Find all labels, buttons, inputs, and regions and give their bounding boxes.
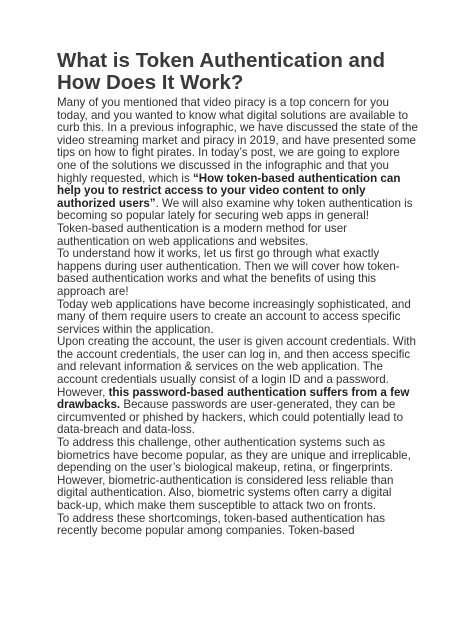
- paragraph-text: Today web applications have become increasingly sophisticated, and many of them require users to create an account to access specific services within the application.: [57, 297, 411, 336]
- paragraph-token-based: [57, 513, 419, 538]
- document-title: What is Token Authentication and How Does It Work?: [57, 49, 385, 94]
- paragraph-drawbacks: [57, 387, 419, 437]
- paragraph-text: Because passwords are user-generated, they can be circumvented or phished by hackers, which could potentially lead to data-breach and data-loss.: [57, 398, 404, 437]
- paragraph-text: However,: [57, 385, 109, 399]
- paragraph-text: To address this challenge, other authentication systems such as biometrics have become popular, as they are unique and irreplicable, depending on the user’s biological makeup, retina, or fingerprints.: [57, 436, 411, 475]
- paragraph-text: However, biometric-authentication is considered less reliable than digital authentication. Also, biometric systems often carry a digital back-up, which make them susceptible to attack two on fronts.: [57, 473, 394, 512]
- paragraph-definition: [57, 223, 419, 248]
- paragraph-overview: [57, 248, 419, 298]
- paragraph-bold-text: this password-based authentication suffers from a few drawbacks.: [57, 385, 410, 412]
- paragraph-web-apps: [57, 299, 419, 337]
- paragraph-biometric-reliability: [57, 475, 419, 513]
- paragraph-intro: [57, 97, 419, 223]
- paragraph-text: Many of you mentioned that video piracy is a top concern for you today, and you wanted to know what digital solutions are available to curb this. In a previous infographic, we have discussed the state of the video streaming market and piracy in 2019, and have presented some tips on how to fight pirates. In today’s post, we are going to explore one of the solutions we discussed in the infographic and that you highly requested, which is: [57, 96, 418, 185]
- paragraph-credentials: [57, 336, 419, 386]
- paragraph-text: To address these shortcomings, token-based authentication has recently become popular among companies. Token-based: [57, 511, 386, 538]
- paragraph-bold-text: “How token-based authentication can help you to restrict access to your video content to only authorized users”: [57, 171, 401, 210]
- paragraph-text: Token-based authentication is a modern method for user authentication on web applications and websites.: [57, 221, 348, 248]
- paragraph-biometrics: [57, 437, 419, 475]
- paragraph-text: . We will also examine why token authentication is becoming so popular lately for securing web apps in general!: [57, 196, 413, 223]
- document-page: [57, 50, 419, 538]
- paragraph-text: To understand how it works, let us first go through what exactly happens during user authentication. Then we will cover how token-based authentication works and what the benefits of using this approach are!: [57, 247, 400, 298]
- paragraph-text: Upon creating the account, the user is given account credentials. With the account credentials, the user can log in, and then access specific and relevant information & services on the web application. The account credentials usually consist of a login ID and a password.: [57, 335, 416, 387]
